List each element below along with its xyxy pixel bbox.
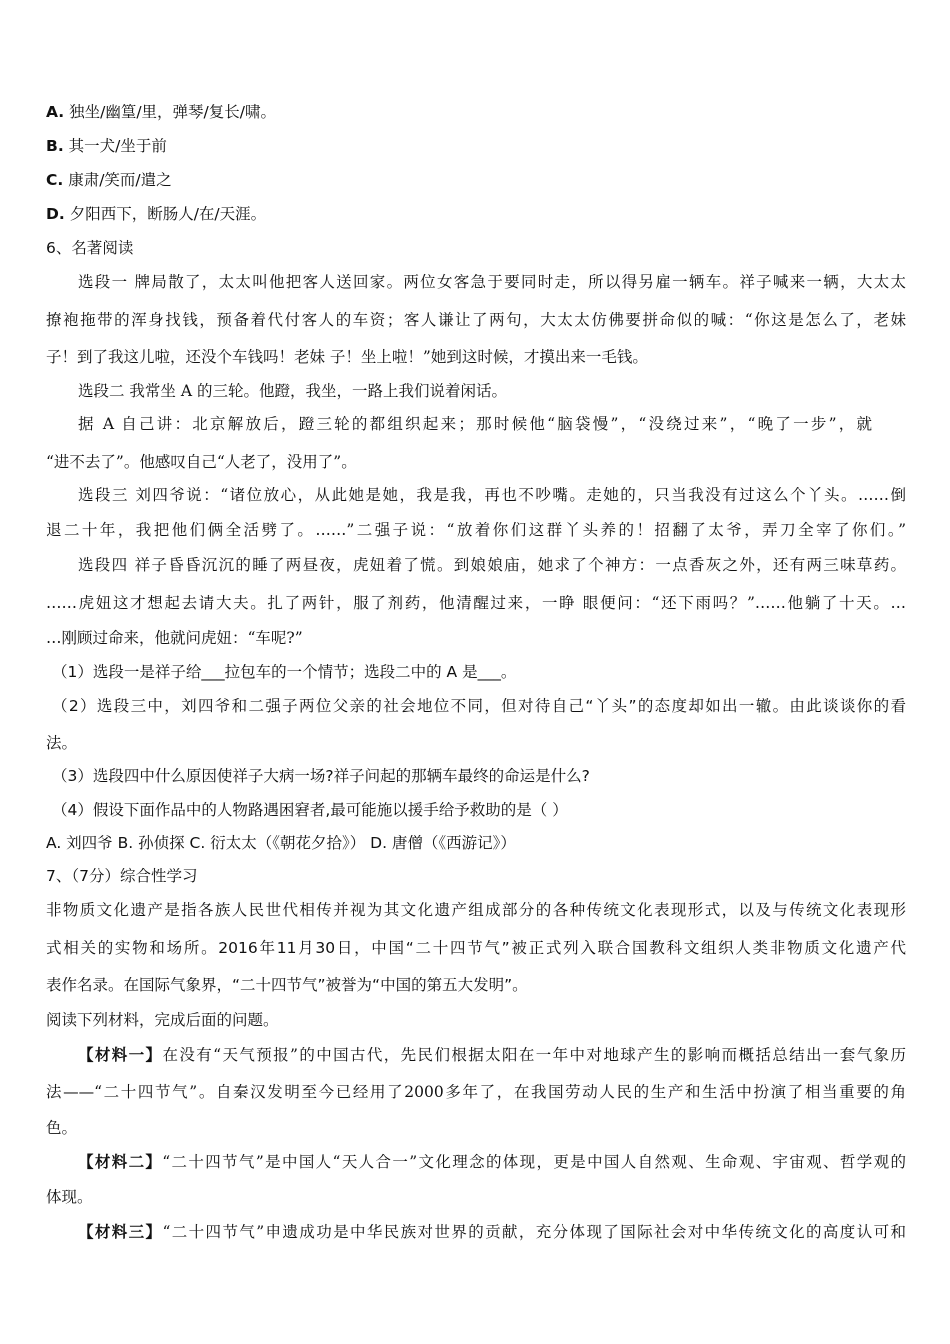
option-d-letter: D. <box>46 205 65 223</box>
intro-line: 表作名录。在国际气象界，“二十四节气”被誉为“中国的第五大发明”。 <box>46 976 528 994</box>
question-7-heading: 7、（7分）综合性学习 <box>46 867 198 885</box>
material-1-label: 【材料一】 <box>78 1046 163 1064</box>
question-6-heading: 6、名著阅读 <box>46 239 134 257</box>
excerpt-1-line: 选段一 牌局散了，太太叫他把客人送回家。两位女客急于要同时走，所以得另雇一辆车。祥子喊来一辆，大太太 <box>78 273 906 291</box>
sub-question-1: （1）选段一是祥子给___拉包车的一个情节；选段二中的 A 是___。 <box>52 663 517 681</box>
sub-question-2-cont: 法。 <box>46 734 78 752</box>
sub-question-2: （2）选段三中，刘四爷和二强子两位父亲的社会地位不同，但对待自己“丫头”的态度却如出一辙。由此谈谈你的看 <box>52 697 906 715</box>
excerpt-1-line: 撩袍拖带的浑身找钱，预备着代付客人的车资；客人谦让了两句，大太太仿佛要拼命似的喊：“你这是怎么了，老妹 <box>46 311 906 329</box>
material-3-label: 【材料三】 <box>78 1223 163 1241</box>
excerpt-4-line: …刚顾过命来，他就问虎妞：“车呢?” <box>46 629 303 647</box>
option-c-text: 康肃/笑而/遣之 <box>68 171 172 189</box>
option-b <box>46 136 906 156</box>
option-c-letter: C. <box>46 171 64 189</box>
sub-question-3: （3）选段四中什么原因使祥子大病一场?祥子问起的那辆车最终的命运是什么? <box>52 767 590 785</box>
excerpt-4-line: 选段四 祥子昏昏沉沉的睡了两昼夜，虎妞着了慌。到娘娘庙，她求了个神方：一点香灰之外，还有两三味草药。 <box>78 556 906 574</box>
option-a-text: 独坐/幽篁/里，弹琴/复长/啸。 <box>69 103 276 121</box>
material-1-line: 色。 <box>46 1119 78 1137</box>
material-2-line: 体现。 <box>46 1188 93 1206</box>
excerpt-2-line: 选段二 我常坐 A 的三轮。他蹬，我坐，一路上我们说着闲话。 <box>78 382 507 400</box>
excerpt-1-line: 子！到了我这儿啦，还没个车钱吗！老妹 子！坐上啦！”她到这时候，才摸出来一毛钱。 <box>46 348 648 366</box>
intro-line: 非物质文化遗产是指各族人民世代相传并视为其文化遗产组成部分的各种传统文化表现形式，以及与传统文化表现形 <box>46 901 906 919</box>
excerpt-3-line: 退二十年，我把他们俩全活劈了。……”二强子说：“放着你们这群丫头养的！招翻了太爷，弄刀全宰了你们。” <box>46 521 906 539</box>
material-1-line <box>78 1045 906 1065</box>
option-a <box>46 102 906 122</box>
material-3-line <box>78 1222 906 1242</box>
option-a-letter: A. <box>46 103 65 121</box>
reading-instruction: 阅读下列材料，完成后面的问题。 <box>46 1011 279 1029</box>
material-2-line <box>78 1152 906 1172</box>
option-d <box>46 204 906 224</box>
excerpt-2-line: 据 A 自己讲：北京解放后，蹬三轮的都组织起来；那时候他“脑袋慢”，“没绕过来”，“晚了一步”，就 <box>78 415 872 433</box>
sub-question-4: （4）假设下面作品中的人物路遇困窘者,最可能施以援手给予救助的是（ ） <box>52 801 568 819</box>
excerpt-2-line: “进不去了”。他感叹自己“人老了，没用了”。 <box>46 453 357 471</box>
sub-question-4-options: A. 刘四爷 B. 孙侦探 C. 衍太太（《朝花夕拾》） D. 唐僧（《西游记》） <box>46 834 516 852</box>
option-d-text: 夕阳西下，断肠人/在/天涯。 <box>69 205 267 223</box>
option-b-letter: B. <box>46 137 64 155</box>
option-b-text: 其一犬/坐于前 <box>68 137 167 155</box>
material-1-text: 在没有“天气预报”的中国古代，先民们根据太阳在一年中对地球产生的影响而概括总结出一套气象历 <box>162 1046 906 1064</box>
excerpt-4-line: ……虎妞这才想起去请大夫。扎了两针，服了剂药，他清醒过来，一睁 眼便问：“还下雨吗？”……他躺了十天。… <box>46 594 906 612</box>
intro-line: 式相关的实物和场所。2016年11月30日，中国“二十四节气”被正式列入联合国教科文组织人类非物质文化遗产代 <box>46 939 906 957</box>
material-1-line: 法——“二十四节气”。自秦汉发明至今已经用了2000多年了，在我国劳动人民的生产和生活中扮演了相当重要的角 <box>46 1083 906 1101</box>
excerpt-3-line: 选段三 刘四爷说：“诸位放心，从此她是她，我是我，再也不吵嘴。走她的，只当我没有过这么个丫头。……倒 <box>78 486 906 504</box>
option-c <box>46 170 906 190</box>
material-3-text: “二十四节气”申遗成功是中华民族对世界的贡献，充分体现了国际社会对中华传统文化的高度认可和 <box>162 1223 906 1241</box>
material-2-text: “二十四节气”是中国人“天人合一”文化理念的体现，更是中国人自然观、生命观、宇宙观、哲学观的 <box>162 1153 906 1171</box>
material-2-label: 【材料二】 <box>78 1153 163 1171</box>
